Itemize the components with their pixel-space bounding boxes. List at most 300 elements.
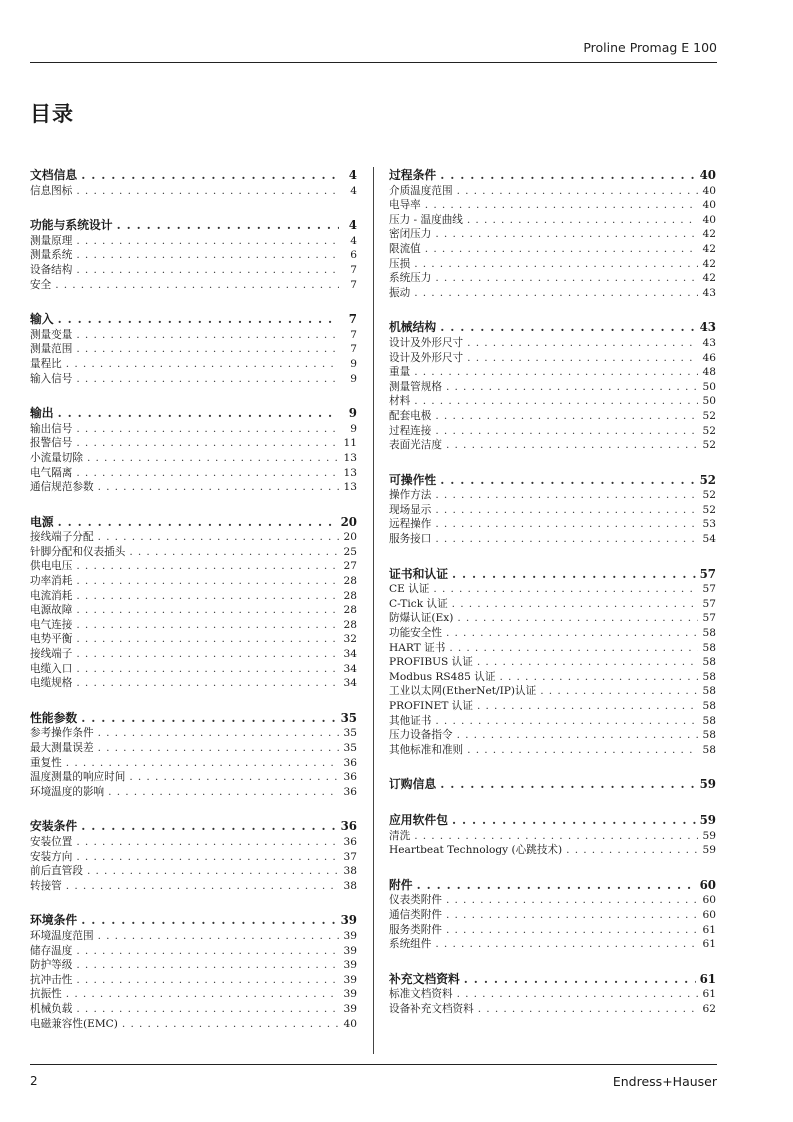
toc-entry[interactable] — [389, 743, 716, 758]
toc-page-number: 50 — [702, 380, 716, 393]
toc-dot-leader — [66, 756, 339, 771]
toc-page-number: 38 — [343, 879, 357, 892]
toc-page-number: 57 — [702, 612, 716, 625]
toc-section-heading[interactable] — [389, 813, 716, 829]
toc-entry[interactable] — [30, 342, 357, 357]
toc-dot-leader — [66, 879, 339, 894]
toc-dot-leader — [76, 574, 339, 589]
toc-entry[interactable] — [389, 532, 716, 547]
toc-page-number: 4 — [348, 168, 357, 182]
toc-entry-title: 输入 — [30, 312, 54, 327]
toc-page-number: 7 — [350, 278, 357, 291]
toc-entry-title: 防护等级 — [30, 959, 73, 972]
toc-dot-leader — [414, 286, 698, 301]
toc-section-heading[interactable] — [30, 168, 357, 184]
toc-page-number: 34 — [343, 677, 357, 690]
toc-dot-leader — [76, 466, 339, 481]
toc-section-heading[interactable] — [389, 320, 716, 336]
toc-entry[interactable] — [30, 480, 357, 495]
toc-page-number: 4 — [350, 184, 357, 197]
toc-dot-leader — [435, 271, 698, 286]
toc-entry[interactable] — [389, 351, 716, 366]
toc-section — [389, 878, 716, 952]
toc-section — [30, 218, 357, 292]
toc-entry[interactable] — [389, 987, 716, 1002]
toc-dot-leader — [87, 864, 339, 879]
toc-page-number: 52 — [702, 503, 716, 516]
toc-page-number: 20 — [340, 514, 357, 529]
toc-dot-leader — [76, 662, 339, 677]
toc-dot-leader — [457, 184, 698, 199]
toc-entry[interactable] — [389, 655, 716, 670]
toc-dot-leader — [446, 908, 698, 923]
toc-dot-leader — [433, 582, 698, 597]
header-product-title: Proline Promag E 100 — [583, 40, 717, 55]
toc-entry[interactable] — [389, 286, 716, 301]
toc-dot-leader — [55, 278, 339, 293]
toc-entry[interactable] — [389, 829, 716, 844]
toc-page-number: 43 — [702, 336, 716, 349]
toc-dot-leader — [81, 168, 339, 184]
toc-entry[interactable] — [30, 662, 357, 677]
toc-entry[interactable] — [389, 257, 716, 272]
toc-page-number: 59 — [702, 829, 716, 842]
toc-entry[interactable] — [30, 436, 357, 451]
toc-entry[interactable] — [30, 850, 357, 865]
toc-entry-title: 安装条件 — [30, 819, 78, 834]
toc-entry[interactable] — [30, 1017, 357, 1032]
footer-page-number: 2 — [30, 1074, 38, 1088]
toc-entry[interactable] — [30, 530, 357, 545]
header-rule — [30, 62, 717, 63]
toc-page-number: 39 — [343, 1002, 357, 1015]
toc-dot-leader — [108, 785, 339, 800]
toc-dot-leader — [435, 714, 698, 729]
toc-entry[interactable] — [30, 372, 357, 387]
toc-page-number: 36 — [340, 819, 357, 834]
toc-dot-leader — [446, 923, 698, 938]
toc-entry[interactable] — [389, 611, 716, 626]
footer-brand: Endress+Hauser — [612, 1074, 717, 1089]
toc-entry-title: 证书和认证 — [389, 566, 448, 581]
toc-entry-title: 抗冲击性 — [30, 973, 73, 986]
toc-entry[interactable] — [30, 741, 357, 756]
toc-entry[interactable] — [389, 394, 716, 409]
toc-page-number: 35 — [343, 742, 357, 754]
toc-left-column — [30, 168, 357, 1031]
toc-dot-leader — [98, 741, 339, 756]
toc-entry[interactable] — [30, 574, 357, 589]
toc-section-heading[interactable] — [389, 972, 716, 988]
toc-entry[interactable] — [389, 271, 716, 286]
toc-dot-leader — [76, 835, 339, 850]
toc-dot-leader — [76, 234, 339, 249]
toc-entry[interactable] — [30, 958, 357, 973]
toc-page-number: 6 — [350, 249, 357, 262]
toc-entry[interactable] — [30, 835, 357, 850]
toc-entry[interactable] — [30, 451, 357, 466]
toc-page-number: 34 — [343, 648, 357, 661]
toc-entry[interactable] — [30, 785, 357, 800]
toc-page-number: 61 — [702, 938, 716, 951]
toc-section — [30, 168, 357, 198]
toc-entry[interactable] — [30, 770, 357, 785]
toc-entry-title: 材料 — [389, 395, 411, 408]
toc-dot-leader — [467, 351, 698, 366]
toc-dot-leader — [76, 263, 339, 278]
toc-page-number: 48 — [702, 366, 716, 379]
toc-page-number: 58 — [702, 685, 716, 698]
toc-entry-title: 安全 — [30, 278, 52, 291]
toc-section-heading[interactable] — [389, 777, 716, 793]
toc-entry-title: C-Tick 认证 — [389, 597, 448, 610]
toc-dot-leader — [446, 626, 698, 641]
toc-entry[interactable] — [30, 864, 357, 879]
toc-section-heading[interactable] — [389, 168, 716, 184]
toc-section-heading[interactable] — [389, 567, 716, 583]
toc-entry-title: 性能参数 — [30, 710, 78, 725]
toc-entry-title: 仪表类附件 — [389, 894, 442, 907]
toc-entry-title: 信息图标 — [30, 184, 73, 197]
toc-entry-title: 机械负载 — [30, 1002, 73, 1015]
toc-dot-leader — [87, 451, 339, 466]
toc-page-number: 39 — [343, 973, 357, 986]
page-title: 目录 — [30, 101, 74, 126]
toc-page-number: 40 — [702, 184, 716, 197]
toc-dot-leader — [76, 944, 339, 959]
toc-entry[interactable] — [389, 242, 716, 257]
toc-entry-title: 温度测量的响应时间 — [30, 771, 126, 784]
toc-entry[interactable] — [389, 409, 716, 424]
toc-entry-title: 系统压力 — [389, 272, 432, 285]
toc-page-number: 32 — [343, 633, 357, 646]
toc-entry-title: 最大测量误差 — [30, 742, 94, 754]
toc-dot-leader — [76, 1002, 339, 1017]
toc-section — [30, 515, 357, 691]
toc-section — [30, 913, 357, 1031]
toc-dot-leader — [414, 257, 698, 272]
toc-section — [389, 813, 716, 858]
toc-page-number: 52 — [702, 424, 716, 437]
toc-entry-title: 接线端子分配 — [30, 531, 94, 544]
toc-entry[interactable] — [389, 728, 716, 743]
toc-entry[interactable] — [30, 357, 357, 372]
toc-dot-leader — [129, 770, 339, 785]
toc-entry-title: 可操作性 — [389, 472, 437, 487]
toc-entry[interactable] — [389, 923, 716, 938]
toc-entry-title: 操作方法 — [389, 489, 432, 502]
toc-entry[interactable] — [389, 597, 716, 612]
toc-entry[interactable] — [30, 248, 357, 263]
toc-page-number: 53 — [702, 518, 716, 531]
toc-entry-title: Modbus RS485 认证 — [389, 670, 496, 683]
toc-entry[interactable] — [30, 603, 357, 618]
toc-entry[interactable] — [30, 647, 357, 662]
toc-dot-leader — [457, 611, 698, 626]
toc-dot-leader — [440, 473, 695, 489]
toc-entry[interactable] — [389, 670, 716, 685]
toc-page-number: 42 — [702, 228, 716, 241]
toc-entry[interactable] — [30, 559, 357, 574]
toc-entry[interactable] — [389, 503, 716, 518]
toc-entry-title: 清洗 — [389, 829, 411, 842]
toc-entry-title: 限流值 — [389, 242, 421, 255]
toc-entry[interactable] — [30, 422, 357, 437]
toc-entry[interactable] — [30, 466, 357, 481]
toc-dot-leader — [435, 937, 698, 952]
toc-entry-title: 现场显示 — [389, 503, 432, 516]
toc-entry-title: 设备补充文档资料 — [389, 1002, 474, 1015]
toc-entry[interactable] — [389, 843, 716, 858]
toc-page-number: 39 — [343, 929, 357, 942]
toc-entry-title: 接线端子 — [30, 648, 73, 661]
toc-page-number: 52 — [702, 439, 716, 452]
toc-entry[interactable] — [30, 263, 357, 278]
toc-entry-title: 环境温度的影响 — [30, 785, 105, 798]
toc-page-number: 61 — [699, 971, 716, 986]
toc-section-heading[interactable] — [30, 515, 357, 531]
toc-section — [389, 168, 716, 300]
toc-entry[interactable] — [389, 582, 716, 597]
toc-section-heading[interactable] — [30, 913, 357, 929]
toc-page-number: 9 — [350, 357, 357, 370]
toc-entry-title: 防爆认证(Ex) — [389, 612, 454, 625]
toc-entry[interactable] — [389, 198, 716, 213]
toc-section-heading[interactable] — [30, 406, 357, 422]
toc-dot-leader — [76, 958, 339, 973]
toc-entry-title: 附件 — [389, 877, 413, 892]
toc-entry-title: 测量变量 — [30, 328, 73, 341]
toc-entry[interactable] — [389, 424, 716, 439]
toc-entry[interactable] — [30, 756, 357, 771]
toc-dot-leader — [81, 711, 336, 727]
toc-page-number: 62 — [702, 1002, 716, 1015]
toc-entry[interactable] — [389, 684, 716, 699]
toc-dot-leader — [499, 670, 698, 685]
toc-entry[interactable] — [389, 893, 716, 908]
toc-page-number: 13 — [343, 466, 357, 479]
toc-page-number: 28 — [343, 575, 357, 588]
toc-dot-leader — [76, 603, 339, 618]
toc-dot-leader — [98, 726, 339, 741]
toc-entry-title: 电源 — [30, 514, 54, 529]
toc-entry-title: 系统组件 — [389, 938, 432, 951]
toc-page-number: 40 — [702, 199, 716, 212]
toc-dot-leader — [66, 987, 339, 1002]
toc-entry-title: 参考操作条件 — [30, 727, 94, 740]
toc-entry-title: 压损 — [389, 257, 411, 270]
toc-entry-title: 转接管 — [30, 879, 62, 892]
toc-entry-title: 环境条件 — [30, 913, 78, 928]
toc-entry-title: 重量 — [389, 366, 411, 379]
toc-entry-title: 电源故障 — [30, 604, 73, 617]
toc-entry[interactable] — [30, 234, 357, 249]
toc-entry[interactable] — [389, 517, 716, 532]
toc-page-number: 58 — [702, 714, 716, 727]
toc-page-number: 60 — [699, 877, 716, 892]
toc-page-number: 43 — [702, 286, 716, 299]
toc-dot-leader — [566, 843, 698, 858]
toc-page-number: 52 — [702, 409, 716, 422]
toc-dot-leader — [446, 893, 698, 908]
toc-dot-leader — [540, 684, 698, 699]
toc-section-heading[interactable] — [30, 711, 357, 727]
toc-page-number: 46 — [702, 351, 716, 364]
toc-entry[interactable] — [30, 278, 357, 293]
toc-page-number: 39 — [343, 944, 357, 957]
toc-entry[interactable] — [389, 438, 716, 453]
toc-entry[interactable] — [30, 879, 357, 894]
toc-entry-title: 电势平衡 — [30, 633, 73, 646]
toc-dot-leader — [425, 198, 698, 213]
toc-page-number: 60 — [702, 894, 716, 907]
toc-dot-leader — [464, 972, 696, 988]
toc-entry-title: 量程比 — [30, 357, 62, 370]
toc-entry-title: 压力 - 温度曲线 — [389, 213, 463, 226]
toc-page-number: 9 — [350, 422, 357, 435]
toc-page-number: 58 — [702, 700, 716, 712]
toc-entry[interactable] — [30, 589, 357, 604]
toc-entry[interactable] — [389, 908, 716, 923]
toc-entry-title: 供电电压 — [30, 560, 73, 573]
toc-entry[interactable] — [30, 618, 357, 633]
toc-page-number: 28 — [343, 589, 357, 602]
toc-dot-leader — [76, 422, 339, 437]
toc-entry[interactable] — [30, 929, 357, 944]
toc-entry-title: Heartbeat Technology (心跳技术) — [389, 844, 563, 857]
toc-section-heading[interactable] — [389, 878, 716, 894]
toc-section — [30, 711, 357, 800]
toc-entry[interactable] — [389, 365, 716, 380]
toc-entry-title: 安装方向 — [30, 850, 73, 863]
toc-page-number: 58 — [702, 627, 716, 640]
toc-entry[interactable] — [30, 184, 357, 199]
toc-entry-title: 重复性 — [30, 756, 62, 769]
toc-entry-title: 远程操作 — [389, 518, 432, 531]
toc-page-number: 36 — [343, 771, 357, 784]
toc-dot-leader — [435, 517, 698, 532]
toc-entry-title: 输出 — [30, 406, 54, 421]
toc-entry-title: 标准文档资料 — [389, 988, 453, 1001]
toc-page-number: 58 — [702, 656, 716, 669]
toc-entry[interactable] — [389, 380, 716, 395]
toc-page-number: 57 — [699, 566, 716, 581]
toc-entry-title: 其他证书 — [389, 714, 432, 727]
toc-entry[interactable] — [389, 184, 716, 199]
toc-entry[interactable] — [389, 336, 716, 351]
toc-entry[interactable] — [389, 699, 716, 714]
toc-entry-title: 压力设备指令 — [389, 729, 453, 742]
toc-entry[interactable] — [389, 1002, 716, 1017]
toc-dot-leader — [98, 480, 339, 495]
toc-page-number: 28 — [343, 604, 357, 617]
toc-entry[interactable] — [389, 227, 716, 242]
toc-entry[interactable] — [30, 545, 357, 560]
toc-section — [389, 473, 716, 547]
toc-section-heading[interactable] — [30, 819, 357, 835]
toc-page-number: 38 — [343, 865, 357, 878]
toc-dot-leader — [414, 394, 698, 409]
toc-page-number: 36 — [343, 785, 357, 798]
toc-entry[interactable] — [389, 714, 716, 729]
toc-entry-title: 测量系统 — [30, 249, 73, 262]
toc-dot-leader — [58, 312, 339, 328]
toc-page-number: 36 — [343, 756, 357, 769]
toc-entry[interactable] — [30, 1002, 357, 1017]
toc-dot-leader — [81, 819, 336, 835]
toc-dot-leader — [66, 357, 339, 372]
toc-entry[interactable] — [30, 987, 357, 1002]
toc-page-number: 61 — [702, 988, 716, 1001]
toc-entry[interactable] — [30, 676, 357, 691]
toc-entry-title: 针脚分配和仪表插头 — [30, 545, 126, 558]
toc-entry-title: 电气连接 — [30, 618, 73, 631]
toc-entry-title: 补充文档资料 — [389, 971, 460, 986]
toc-dot-leader — [435, 409, 698, 424]
toc-dot-leader — [435, 503, 698, 518]
toc-entry-title: 文档信息 — [30, 168, 78, 182]
toc-entry-title: 设备结构 — [30, 263, 73, 276]
toc-page-number: 27 — [343, 560, 357, 573]
toc-dot-leader — [98, 929, 339, 944]
toc-page-number: 13 — [343, 481, 357, 494]
toc-page-number: 42 — [702, 242, 716, 255]
toc-entry[interactable] — [30, 944, 357, 959]
toc-dot-leader — [452, 813, 696, 829]
toc-page-number: 28 — [343, 618, 357, 631]
toc-entry[interactable] — [389, 937, 716, 952]
toc-section-heading[interactable] — [389, 473, 716, 489]
toc-entry-title: 测量原理 — [30, 234, 73, 247]
toc-page-number: 58 — [702, 670, 716, 683]
toc-section-heading[interactable] — [30, 218, 357, 234]
toc-page-number: 36 — [343, 835, 357, 848]
toc-entry[interactable] — [389, 626, 716, 641]
toc-dot-leader — [76, 973, 339, 988]
toc-dot-leader — [440, 777, 695, 793]
toc-dot-leader — [76, 850, 339, 865]
toc-dot-leader — [440, 168, 695, 184]
toc-entry[interactable] — [389, 488, 716, 503]
toc-entry[interactable] — [30, 726, 357, 741]
toc-entry[interactable] — [30, 328, 357, 343]
toc-page-number: 37 — [343, 850, 357, 863]
toc-page-number: 7 — [350, 328, 357, 341]
toc-entry[interactable] — [30, 632, 357, 647]
toc-dot-leader — [76, 589, 339, 604]
toc-page-number: 9 — [348, 406, 357, 421]
toc-entry-title: 过程条件 — [389, 168, 437, 182]
toc-dot-leader — [76, 676, 339, 691]
toc-page-number: 42 — [702, 272, 716, 285]
toc-dot-leader — [446, 380, 698, 395]
toc-dot-leader — [76, 184, 339, 199]
toc-dot-leader — [467, 213, 698, 228]
toc-entry[interactable] — [389, 213, 716, 228]
toc-entry-title: 密闭压力 — [389, 228, 432, 241]
toc-dot-leader — [440, 320, 695, 336]
toc-entry-title: 前后直管段 — [30, 865, 83, 878]
toc-entry-title: 输入信号 — [30, 372, 73, 385]
toc-dot-leader — [477, 699, 698, 714]
toc-section-heading[interactable] — [30, 312, 357, 328]
toc-entry[interactable] — [389, 641, 716, 656]
toc-entry-title: 抗振性 — [30, 988, 62, 1001]
toc-entry[interactable] — [30, 973, 357, 988]
toc-dot-leader — [76, 342, 339, 357]
toc-dot-leader — [76, 632, 339, 647]
toc-entry-title: 电气隔离 — [30, 466, 73, 479]
